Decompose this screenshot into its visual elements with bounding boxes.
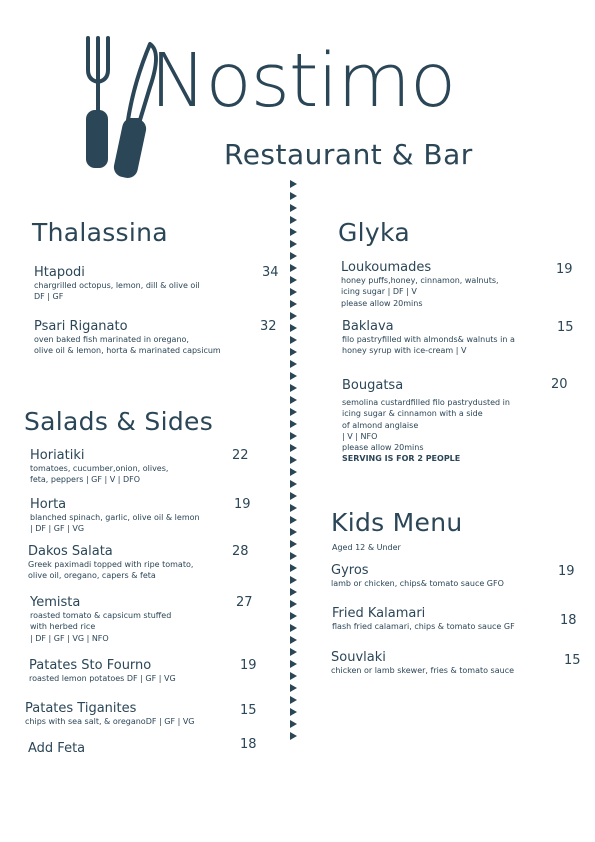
item-description: filo pastryfilled with almonds& walnuts in a honey syrup with ice-cream | V bbox=[342, 335, 515, 356]
divider-triangle-icon bbox=[290, 528, 297, 536]
menu-item-gyros bbox=[331, 564, 504, 589]
divider-triangle-icon bbox=[290, 672, 297, 680]
divider-triangle-icon bbox=[290, 264, 297, 272]
item-price: 34 bbox=[262, 265, 279, 280]
restaurant-name: Nostimo bbox=[150, 38, 456, 124]
section-title-kids: Kids Menu bbox=[331, 508, 463, 537]
item-description: semolina custardfilled filo pastrydusted in icing sugar & cinnamon with a side of almond anglaise | V | NFO please allow 20mins bbox=[342, 398, 510, 453]
fork-knife-icon bbox=[70, 32, 162, 182]
section-title-thalassina: Thalassina bbox=[32, 218, 168, 247]
menu-item-bougatsa bbox=[342, 379, 510, 464]
divider-triangle-icon bbox=[290, 468, 297, 476]
item-description: blanched spinach, garlic, olive oil & lemon | DF | GF | VG bbox=[30, 513, 200, 534]
divider-triangle-icon bbox=[290, 576, 297, 584]
item-name: Htapodi bbox=[34, 265, 85, 280]
item-description: chips with sea salt, & oreganoDF | GF | VG bbox=[25, 717, 195, 727]
item-price: 22 bbox=[232, 448, 249, 463]
column-divider bbox=[289, 178, 299, 790]
menu-item-patates-sto-fourno bbox=[29, 659, 176, 684]
divider-triangle-icon bbox=[290, 288, 297, 296]
divider-triangle-icon bbox=[290, 732, 297, 740]
divider-triangle-icon bbox=[290, 624, 297, 632]
item-description: roasted lemon potatoes DF | GF | VG bbox=[29, 674, 176, 684]
menu-item-baklava bbox=[342, 320, 515, 357]
menu-item-add-feta bbox=[28, 742, 85, 756]
item-price: 28 bbox=[232, 544, 249, 559]
item-price: 15 bbox=[240, 703, 257, 718]
divider-triangle-icon bbox=[290, 336, 297, 344]
divider-triangle-icon bbox=[290, 660, 297, 668]
divider-triangle-icon bbox=[290, 372, 297, 380]
item-price: 19 bbox=[558, 564, 575, 579]
item-description: oven baked fish marinated in oregano, olive oil & lemon, horta & marinated capsicum bbox=[34, 335, 221, 356]
item-name: Add Feta bbox=[28, 741, 86, 756]
divider-triangle-icon bbox=[290, 564, 297, 572]
menu-item-dakos-salata bbox=[28, 545, 193, 582]
item-name: Dakos Salata bbox=[28, 544, 113, 559]
divider-triangle-icon bbox=[290, 204, 297, 212]
divider-triangle-icon bbox=[290, 348, 297, 356]
item-description: Greek paximadi topped with ripe tomato, olive oil, oregano, capers & feta bbox=[28, 560, 194, 581]
divider-triangle-icon bbox=[290, 504, 297, 512]
item-name: Patates Tiganites bbox=[25, 701, 137, 716]
item-description: chargrilled octopus, lemon, dill & olive oil DF | GF bbox=[34, 281, 200, 302]
divider-triangle-icon bbox=[290, 612, 297, 620]
item-price: 18 bbox=[240, 737, 257, 752]
divider-triangle-icon bbox=[290, 360, 297, 368]
item-name: Fried Kalamari bbox=[332, 606, 426, 621]
item-note: SERVING IS FOR 2 PEOPLE bbox=[342, 454, 461, 464]
divider-triangle-icon bbox=[290, 384, 297, 392]
divider-triangle-icon bbox=[290, 588, 297, 596]
divider-triangle-icon bbox=[290, 324, 297, 332]
item-name: Horiatiki bbox=[30, 448, 85, 463]
divider-triangle-icon bbox=[290, 720, 297, 728]
item-price: 19 bbox=[240, 658, 257, 673]
item-price: 15 bbox=[557, 320, 574, 335]
divider-triangle-icon bbox=[290, 492, 297, 500]
menu-item-horiatiki bbox=[30, 449, 168, 486]
divider-triangle-icon bbox=[290, 216, 297, 224]
menu-item-patates-tiganites bbox=[25, 702, 195, 727]
restaurant-subtitle: Restaurant & Bar bbox=[224, 138, 473, 171]
divider-triangle-icon bbox=[290, 312, 297, 320]
divider-triangle-icon bbox=[290, 252, 297, 260]
item-name: Psari Riganato bbox=[34, 319, 128, 334]
item-name: Yemista bbox=[30, 595, 81, 610]
divider-triangle-icon bbox=[290, 420, 297, 428]
divider-triangle-icon bbox=[290, 636, 297, 644]
kids-age-note: Aged 12 & Under bbox=[332, 543, 401, 552]
item-name: Loukoumades bbox=[341, 260, 432, 275]
divider-triangle-icon bbox=[290, 228, 297, 236]
item-description: flash fried calamari, chips & tomato sauce GF bbox=[332, 622, 515, 632]
divider-triangle-icon bbox=[290, 396, 297, 404]
item-name: Patates Sto Fourno bbox=[29, 658, 152, 673]
menu-item-htapodi bbox=[34, 266, 200, 303]
menu-item-loukoumades bbox=[341, 261, 499, 309]
item-description: lamb or chicken, chips& tomato sauce GFO bbox=[331, 579, 504, 589]
menu-item-fried-kalamari bbox=[332, 607, 515, 632]
divider-triangle-icon bbox=[290, 300, 297, 308]
item-name: Bougatsa bbox=[342, 378, 404, 393]
item-price: 18 bbox=[560, 613, 577, 628]
item-description: roasted tomato & capsicum stuffed with herbed rice | DF | GF | VG | NFO bbox=[30, 611, 172, 643]
divider-triangle-icon bbox=[290, 276, 297, 284]
item-description: honey puffs,honey, cinnamon, walnuts, icing sugar | DF | V please allow 20mins bbox=[341, 276, 499, 308]
divider-triangle-icon bbox=[290, 456, 297, 464]
item-price: 20 bbox=[551, 377, 568, 392]
divider-triangle-icon bbox=[290, 192, 297, 200]
divider-triangle-icon bbox=[290, 696, 297, 704]
menu-item-yemista bbox=[30, 596, 171, 644]
menu-item-souvlaki bbox=[331, 651, 514, 676]
item-description: tomatoes, cucumber,onion, olives, feta, peppers | GF | V | DFO bbox=[30, 464, 169, 485]
item-price: 27 bbox=[236, 595, 253, 610]
item-price: 19 bbox=[556, 262, 573, 277]
item-price: 15 bbox=[564, 653, 581, 668]
item-name: Baklava bbox=[342, 319, 394, 334]
item-description: chicken or lamb skewer, fries & tomato sauce bbox=[331, 666, 515, 676]
divider-triangle-icon bbox=[290, 648, 297, 656]
divider-triangle-icon bbox=[290, 516, 297, 524]
item-price: 32 bbox=[260, 319, 277, 334]
section-title-salads: Salads & Sides bbox=[24, 407, 214, 436]
item-name: Horta bbox=[30, 497, 67, 512]
item-name: Souvlaki bbox=[331, 650, 386, 665]
item-price: 19 bbox=[234, 497, 251, 512]
section-title-glyka: Glyka bbox=[338, 218, 410, 247]
divider-triangle-icon bbox=[290, 480, 297, 488]
item-name: Gyros bbox=[331, 563, 369, 578]
menu-item-horta bbox=[30, 498, 200, 535]
divider-triangle-icon bbox=[290, 684, 297, 692]
divider-triangle-icon bbox=[290, 540, 297, 548]
divider-triangle-icon bbox=[290, 432, 297, 440]
divider-triangle-icon bbox=[290, 444, 297, 452]
divider-triangle-icon bbox=[290, 552, 297, 560]
menu-item-psari-riganato bbox=[34, 320, 221, 357]
divider-triangle-icon bbox=[290, 240, 297, 248]
divider-triangle-icon bbox=[290, 408, 297, 416]
divider-triangle-icon bbox=[290, 600, 297, 608]
divider-triangle-icon bbox=[290, 708, 297, 716]
divider-triangle-icon bbox=[290, 180, 297, 188]
